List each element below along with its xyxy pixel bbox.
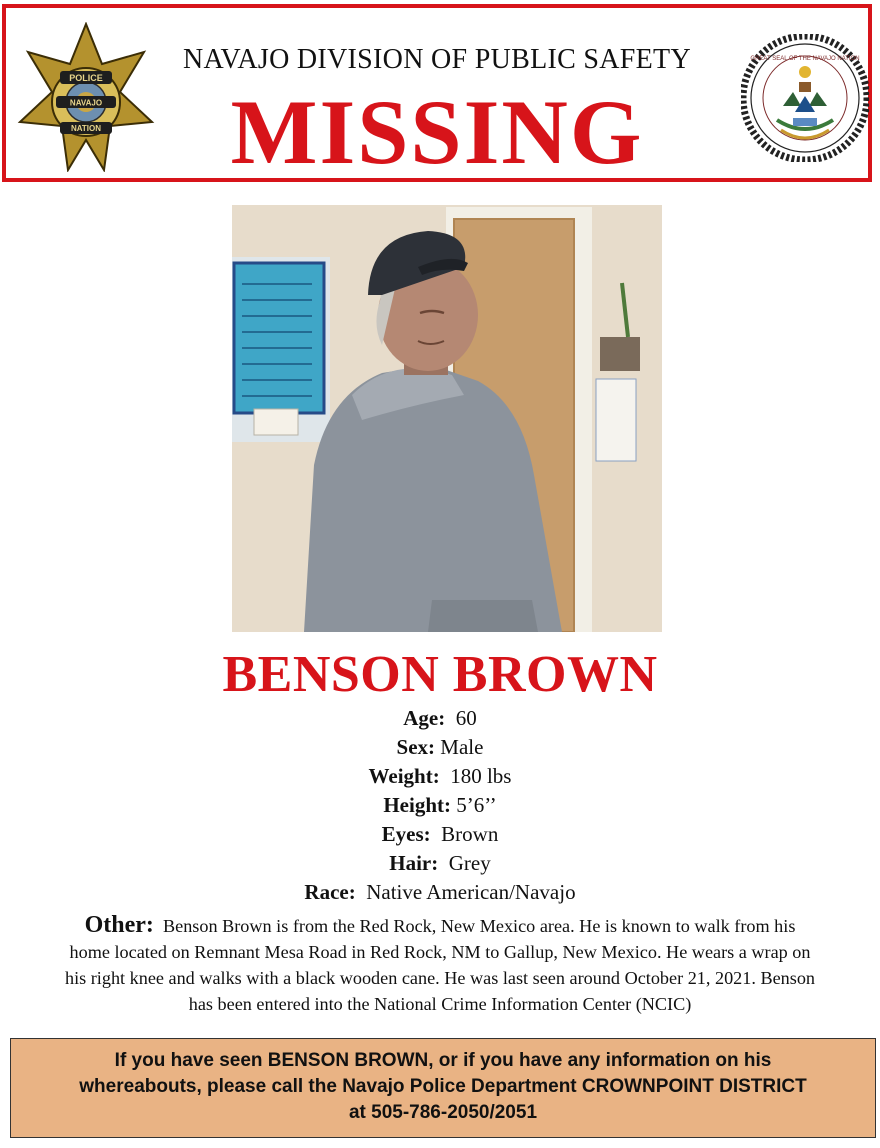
missing-headline: MISSING <box>230 81 644 183</box>
agency-name: NAVAJO DIVISION OF PUBLIC SAFETY <box>183 44 691 75</box>
missing-person-photo <box>232 205 662 632</box>
fact-height <box>0 791 880 820</box>
navajo-nation-seal-icon <box>741 34 869 162</box>
other-line: has been entered into the National Crime Information Center (NCIC) <box>188 994 692 1014</box>
fact-value: 5’6’’ <box>456 793 497 817</box>
svg-text:POLICE: POLICE <box>69 73 103 83</box>
fact-value: Brown <box>441 822 499 846</box>
fact-value: Male <box>440 735 484 759</box>
fact-eyes <box>0 820 880 849</box>
other-line: his right knee and walks with a black wooden cane. He was last seen around October 21, 2021. Benson <box>64 968 816 988</box>
callout-line: If you have seen BENSON BROWN, or if you have any information on his <box>114 1050 772 1071</box>
fact-value: Native American/Navajo <box>366 880 576 904</box>
fact-value: 180 lbs <box>450 764 512 788</box>
fact-label: Sex: <box>396 735 436 759</box>
other-line: home located on Remnant Mesa Road in Red Rock, NM to Gallup, New Mexico. He wears a wrap on <box>69 942 811 962</box>
other-details <box>20 912 860 1017</box>
fact-weight <box>0 762 880 791</box>
fact-label: Age: <box>403 706 446 730</box>
fact-hair <box>0 849 880 878</box>
svg-text:GREAT SEAL OF THE NAVAJO NATIO: GREAT SEAL OF THE NAVAJO NATION <box>750 56 860 62</box>
fact-label: Race: <box>304 880 356 904</box>
other-line <box>20 912 860 939</box>
fact-value: 60 <box>455 706 477 730</box>
other-label: Other: <box>84 912 154 938</box>
callout-line: whereabouts, please call the Navajo Police Department CROWNPOINT DISTRICT <box>79 1076 807 1097</box>
other-text: Benson Brown is from the Red Rock, New Mexico area. He is known to walk from his <box>162 916 796 936</box>
contact-callout <box>10 1038 876 1138</box>
fact-label: Eyes: <box>381 822 431 846</box>
physical-description <box>0 704 880 907</box>
svg-text:NATION: NATION <box>70 124 102 133</box>
fact-value: Grey <box>448 851 491 875</box>
missing-person-name: BENSON BROWN <box>222 646 658 703</box>
fact-age <box>0 704 880 733</box>
fact-label: Hair: <box>389 851 439 875</box>
header-banner <box>2 4 872 182</box>
svg-text:NAVAJO: NAVAJO <box>69 98 103 108</box>
callout-line: at 505-786-2050/2051 <box>348 1102 538 1123</box>
fact-race <box>0 878 880 907</box>
fact-label: Weight: <box>368 764 440 788</box>
fact-label: Height: <box>383 793 451 817</box>
fact-sex <box>0 733 880 762</box>
